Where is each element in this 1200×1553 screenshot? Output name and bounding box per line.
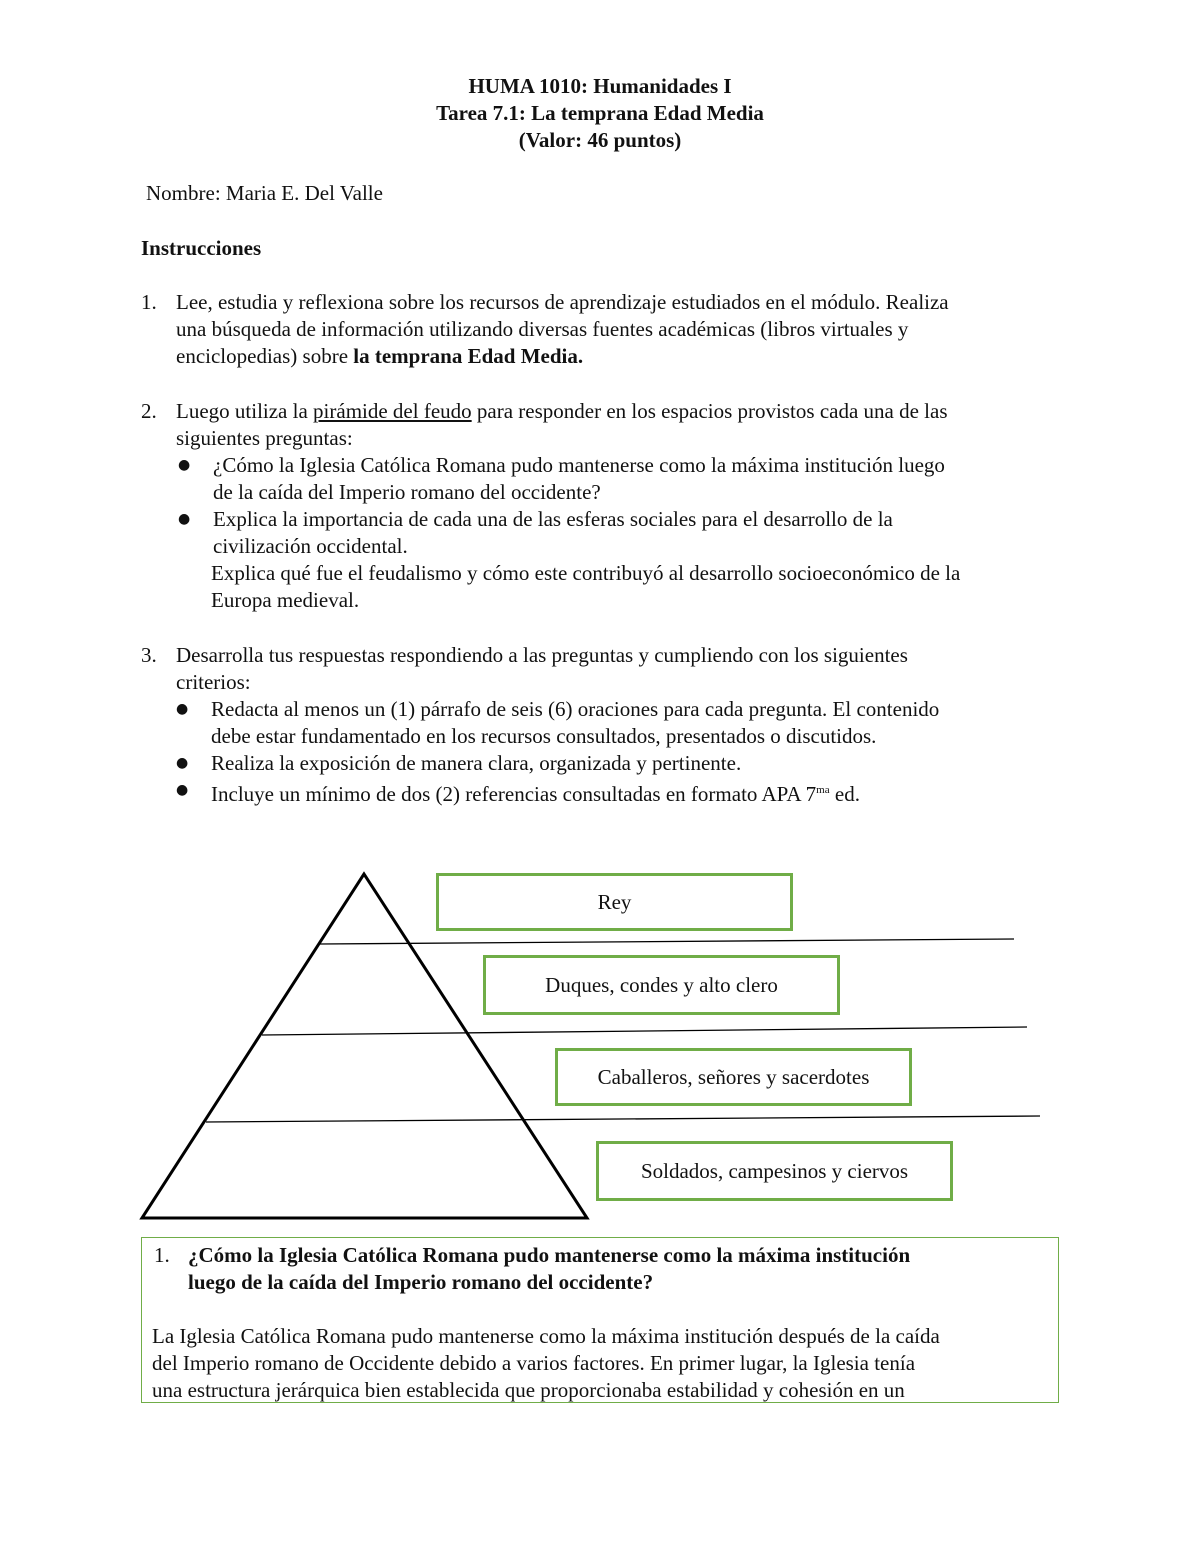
bullet-text: Redacta al menos un (1) párrafo de seis (6) oraciones para cada pregunta. El contenido [211,697,940,721]
item-text-bold: la temprana Edad Media. [353,344,584,368]
item-text-line: siguientes preguntas: [176,426,353,450]
item-text-line: Explica qué fue el feudalismo y cómo este contribuyó al desarrollo socioeconómico de la [211,561,961,585]
item-text-line: criterios: [176,670,251,694]
bullet-text: ed. [829,782,860,806]
task-title: Tarea 7.1: La temprana Edad Media [436,101,764,125]
instructions-heading: Instrucciones [141,236,262,260]
question-text: ¿Cómo la Iglesia Católica Romana pudo mantenerse como la máxima institución [188,1243,911,1267]
bullet-icon: ● [176,701,189,717]
pyramid-divider-2 [262,1027,1027,1035]
bullet-text: debe estar fundamentado en los recursos consultados, presentados o discutidos. [211,724,877,748]
bullet-text: de la caída del Imperio romano del occidente? [213,480,601,504]
bullet-icon: ● [178,511,191,527]
course-title: HUMA 1010: Humanidades I [468,74,732,98]
question-number: 1. [154,1243,170,1267]
pyramid-divider-1 [320,939,1014,944]
pyramid-level-nobles: Duques, condes y alto clero [483,955,840,1015]
item-text: enciclopedias) sobre [176,344,354,368]
item-text-line: una búsqueda de información utilizando diversas fuentes académicas (libros virtuales y [176,317,909,341]
bullet-text: Incluye un mínimo de dos (2) referencias consultadas en formato APA 7 [211,782,817,806]
bullet-icon: ● [178,457,191,473]
item-text-line: Lee, estudia y reflexiona sobre los recursos de aprendizaje estudiados en el módulo. Realiza [176,290,949,314]
pyramid-level-peasants: Soldados, campesinos y ciervos [596,1141,953,1201]
bullet-text: Explica la importancia de cada una de las esferas sociales para el desarrollo de la [213,507,893,531]
item-text: Luego utiliza la [176,399,314,423]
item-number: 3. [141,643,157,667]
bullet-icon: ● [176,782,189,798]
answer-text: una estructura jerárquica bien establecida que proporcionaba estabilidad y cohesión en un [152,1378,905,1402]
bullet-text: civilización occidental. [213,534,408,558]
answer-text: del Imperio romano de Occidente debido a varios factores. En primer lugar, la Iglesia tenía [152,1351,916,1375]
answer-box [141,1237,1059,1403]
pyramid-level-knights: Caballeros, señores y sacerdotes [555,1048,912,1106]
pyramid-level-king: Rey [436,873,793,931]
student-name: Nombre: Maria E. Del Valle [146,181,383,205]
bullet-icon: ● [176,755,189,771]
bullet-text: ¿Cómo la Iglesia Católica Romana pudo mantenerse como la máxima institución luego [213,453,945,477]
bullet-text: Realiza la exposición de manera clara, organizada y pertinente. [211,751,742,775]
task-value: (Valor: 46 puntos) [518,128,682,152]
item-number: 1. [141,290,157,314]
item-text-line: Desarrolla tus respuestas respondiendo a las preguntas y cumpliendo con los siguientes [176,643,908,667]
feudal-pyramid-link: pirámide del feudo [313,399,472,423]
item-text-line: Europa medieval. [211,588,360,612]
question-text: luego de la caída del Imperio romano del occidente? [188,1270,654,1294]
item-number: 2. [141,399,157,423]
item-text: para responder en los espacios provistos cada una de las [471,399,948,423]
pyramid-divider-3 [206,1116,1040,1122]
answer-text: La Iglesia Católica Romana pudo mantenerse como la máxima institución después de la caída [152,1324,940,1348]
superscript: ma [816,784,830,796]
